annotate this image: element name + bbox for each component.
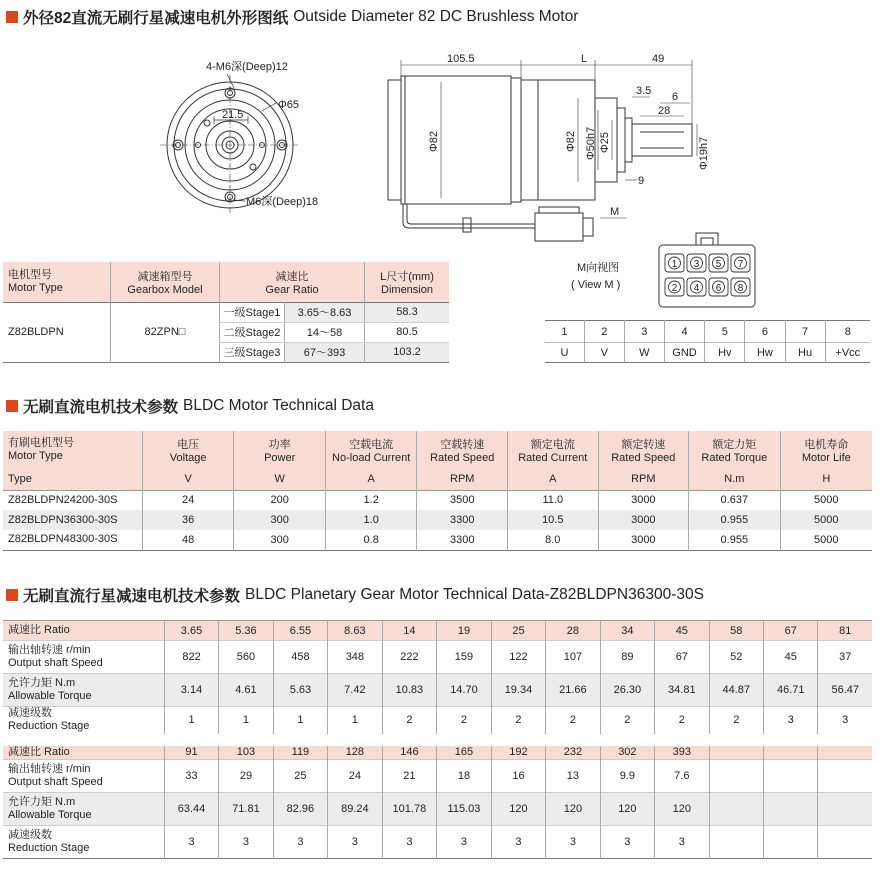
table-cell: 348: [328, 641, 382, 674]
unit-cell: A: [507, 469, 598, 490]
table-cell: 232: [546, 740, 600, 760]
table-cell: 3: [764, 707, 818, 740]
table-cell: 3: [600, 826, 654, 859]
dimension-cell: 80.5: [365, 322, 450, 342]
table-cell: 33: [164, 760, 218, 793]
row-label: [3, 826, 164, 859]
view-label-cn: M向视图: [577, 262, 620, 274]
row-label-text: Reduction Stage: [8, 720, 90, 733]
table-cell: 0.955: [689, 530, 781, 550]
table-cell: 67: [655, 641, 709, 674]
pin-label: 8: [737, 283, 744, 294]
row-label-text: Output shaft Speed: [8, 776, 103, 788]
table-cell: 2: [382, 707, 437, 740]
table-cell: 3: [546, 826, 600, 859]
table-cell: 3300: [417, 530, 507, 550]
row-label: [3, 641, 164, 674]
header-en: Rated Current: [518, 452, 588, 464]
row-label-text: 减速比 Ratio: [8, 745, 70, 758]
table-cell: 120: [600, 793, 654, 826]
table-row: [3, 826, 872, 859]
header-en: Motor Life: [801, 452, 851, 464]
motor-type-cell: Z82BLDPN48300-30S: [8, 533, 118, 546]
header-cn: 电压: [177, 439, 200, 451]
table-cell: [709, 760, 763, 793]
table-cell: 37: [818, 641, 872, 674]
table-cell: 120: [491, 793, 545, 826]
header-en: Rated Torque: [701, 452, 768, 464]
table-cell: 21.66: [546, 674, 600, 707]
ratio-cell: 14～58: [285, 322, 365, 342]
pin-label: 4: [693, 283, 700, 294]
table-cell: 34.81: [655, 674, 709, 707]
table-cell: 101.78: [382, 793, 437, 826]
table-row: [3, 641, 872, 674]
motor-type: Z82BLDPN: [8, 325, 64, 338]
table-cell: 45: [764, 641, 818, 674]
table-cell: 165: [437, 740, 492, 760]
row-label-text: 输出轴转速 r/min: [8, 644, 91, 656]
table-cell: 3: [164, 826, 218, 859]
table-row: [3, 674, 872, 707]
table-cell: 26.30: [600, 674, 654, 707]
table-cell: 560: [219, 641, 273, 674]
header-cn: 功率: [268, 439, 291, 451]
header-en: Motor Type: [8, 450, 63, 462]
row-label-text: Output shaft Speed: [8, 657, 103, 669]
pin-label: 2: [671, 283, 678, 294]
dim-label: 3.5: [636, 85, 652, 97]
table-cell: 0.8: [325, 530, 417, 550]
row-label-text: Allowable Torque: [8, 809, 92, 821]
table-cell: 122: [491, 641, 545, 674]
row-label: [3, 707, 164, 740]
table-row: [3, 490, 872, 510]
unit-cell: H: [780, 469, 872, 490]
table-cell: 2: [437, 707, 492, 740]
dim-label: Φ65: [278, 99, 300, 111]
table-cell: 36: [142, 510, 234, 530]
pin-number: 1: [561, 325, 568, 338]
row-label-text: 减速级数: [8, 707, 52, 720]
table-cell: 3: [382, 826, 437, 859]
pin-signal: U: [560, 346, 569, 359]
table-cell: 89.24: [328, 793, 382, 826]
table-cell: 3000: [598, 490, 688, 510]
gear-motor-data-table: [3, 620, 872, 859]
section-title-gearmotor: [6, 584, 704, 606]
dim-label: 49: [652, 53, 665, 65]
header-en: Dimension: [381, 283, 433, 296]
table-cell: 2: [546, 707, 600, 740]
dim-label: Φ19h7: [698, 136, 710, 170]
table-cell: 24: [328, 760, 382, 793]
table-cell: 52: [709, 641, 763, 674]
row-label: [3, 760, 164, 793]
gear-dimension-table: [3, 262, 449, 363]
dim-label: 28: [658, 105, 671, 117]
table-cell: [818, 760, 872, 793]
table-cell: 0.955: [689, 510, 781, 530]
pin-label: 7: [737, 259, 744, 270]
section-title-cn: 外径82直流无刷行星减速电机外形图纸: [23, 10, 289, 27]
view-label-en: ( View M ): [571, 279, 621, 291]
table-cell: 10.5: [507, 510, 598, 530]
table-cell: 7.42: [328, 674, 382, 707]
table-cell: 3.65: [164, 621, 218, 641]
table-cell: 2: [709, 707, 763, 740]
table-cell: 222: [382, 641, 437, 674]
pin-assignment-table: [545, 320, 870, 363]
unit-cell: Type: [8, 472, 32, 485]
table-cell: 8.63: [328, 621, 382, 641]
table-cell: 2: [600, 707, 654, 740]
table-cell: 1: [219, 707, 273, 740]
table-cell: 120: [655, 793, 709, 826]
table-cell: 2: [491, 707, 545, 740]
table-cell: 4.61: [219, 674, 273, 707]
row-label: [3, 674, 164, 707]
table-cell: 91: [164, 740, 218, 760]
pin-number: 4: [664, 321, 704, 343]
pin-signal: Hw: [745, 343, 785, 363]
pin-signal: V: [584, 343, 624, 363]
table-row: [3, 740, 872, 760]
table-cell: 45: [655, 621, 709, 641]
row-label-text: 允许力矩 N.m: [8, 796, 76, 808]
dim-label: Φ25: [599, 131, 611, 153]
table-cell: 1.0: [325, 510, 417, 530]
header-cn: 额定电流: [530, 439, 575, 451]
table-cell: 3: [818, 707, 872, 740]
table-cell: 56.47: [818, 674, 872, 707]
table-cell: 29: [219, 760, 273, 793]
pin-number: 8: [825, 321, 870, 343]
header-cn: 额定转速: [621, 439, 666, 451]
table-cell: 11.0: [507, 490, 598, 510]
dimension-cell: 58.3: [365, 302, 450, 322]
table-cell: 24: [142, 490, 234, 510]
table-cell: 200: [234, 490, 325, 510]
pin-number: 2: [584, 321, 624, 343]
table-cell: 3000: [598, 510, 688, 530]
table-cell: 822: [164, 641, 218, 674]
row-label: [3, 740, 164, 760]
header-cn: 空载转速: [440, 439, 485, 451]
dim-label: Φ82: [428, 130, 440, 152]
header-cn: 减速箱型号: [137, 270, 193, 283]
section-title-outline: [6, 6, 578, 28]
header-cn: 空载电流: [349, 439, 394, 451]
dim-label: M: [610, 206, 620, 218]
row-label-text: 减速比 Ratio: [8, 624, 70, 636]
section-title-en: BLDC Motor Technical Data: [183, 397, 374, 414]
table-cell: [818, 793, 872, 826]
motor-type-cell: Z82BLDPN24200-30S: [8, 493, 118, 506]
ratio-cell: 67～393: [285, 342, 365, 362]
header-cn: 减速比: [275, 270, 309, 283]
table-cell: 25: [491, 621, 545, 641]
header-en: Gear Ratio: [265, 283, 319, 296]
row-label-text: 允许力矩 N.m: [8, 677, 76, 689]
table-cell: 0.637: [689, 490, 781, 510]
table-cell: 103: [219, 740, 273, 760]
unit-cell: V: [142, 469, 234, 490]
dim-label: Φ50h7: [585, 126, 597, 160]
table-cell: 18: [437, 760, 492, 793]
table-cell: 192: [491, 740, 545, 760]
table-cell: [764, 793, 818, 826]
table-cell: 3: [437, 826, 492, 859]
header-en: No-load Current: [332, 452, 411, 464]
table-cell: 300: [234, 510, 325, 530]
table-cell: 3300: [417, 510, 507, 530]
table-cell: 46.71: [764, 674, 818, 707]
pin-label: 6: [715, 283, 722, 294]
table-cell: [764, 760, 818, 793]
stage-cell: 一级Stage1: [220, 302, 285, 322]
table-cell: 5.36: [219, 621, 273, 641]
header-cn: 有刷电机型号: [8, 437, 74, 449]
table-cell: 13: [546, 760, 600, 793]
bldc-data-table: [3, 431, 872, 551]
row-label-text: 减速级数: [8, 829, 52, 841]
table-cell: 1: [164, 707, 218, 740]
table-cell: 3: [491, 826, 545, 859]
table-cell: 5000: [780, 510, 872, 530]
table-cell: 146: [382, 740, 437, 760]
section-marker: [6, 589, 18, 601]
unit-cell: W: [234, 469, 325, 490]
table-cell: 16: [491, 760, 545, 793]
dimension-cell: 103.2: [365, 342, 450, 362]
header-en: Gearbox Model: [127, 283, 203, 296]
table-cell: 58: [709, 621, 763, 641]
table-cell: 3500: [417, 490, 507, 510]
table-cell: 3: [273, 826, 327, 859]
table-cell: 9.9: [600, 760, 654, 793]
row-label: [3, 793, 164, 826]
table-cell: 3000: [598, 530, 688, 550]
row-label-text: 输出轴转速 r/min: [8, 763, 91, 775]
table-cell: 5.63: [273, 674, 327, 707]
ratio-cell: 3.65～8.63: [285, 302, 365, 322]
dim-label: 21.5: [222, 109, 244, 121]
table-cell: 81: [818, 621, 872, 641]
unit-cell: N.m: [689, 469, 781, 490]
unit-cell: A: [325, 469, 417, 490]
pin-label: 1: [671, 259, 678, 270]
table-cell: 1.2: [325, 490, 417, 510]
table-cell: 8.0: [507, 530, 598, 550]
table-cell: 25: [273, 760, 327, 793]
dim-label: 9: [638, 175, 645, 187]
table-row: [3, 707, 872, 740]
header-cn: 额定力矩: [712, 439, 757, 451]
table-cell: 5000: [780, 530, 872, 550]
table-cell: [709, 826, 763, 859]
header-en: Rated Speed: [611, 452, 676, 464]
table-cell: 5000: [780, 490, 872, 510]
table-cell: 21: [382, 760, 437, 793]
dim-label: L: [581, 53, 588, 65]
unit-cell: RPM: [598, 469, 688, 490]
pin-signal: W: [624, 343, 664, 363]
table-cell: 3: [219, 826, 273, 859]
table-cell: 128: [328, 740, 382, 760]
pin-label: 3: [693, 259, 700, 270]
table-cell: 48: [142, 530, 234, 550]
table-cell: 3: [655, 826, 709, 859]
motor-type-cell: Z82BLDPN36300-30S: [8, 513, 118, 526]
table-cell: 71.81: [219, 793, 273, 826]
table-cell: 3: [328, 826, 382, 859]
table-cell: [764, 740, 818, 760]
gearbox-model: 82ZPN□: [111, 302, 220, 362]
stage-cell: 三级Stage3: [220, 342, 285, 362]
header-cn: 电机寿命: [804, 439, 849, 451]
table-cell: [818, 740, 872, 760]
table-cell: 159: [437, 641, 492, 674]
header-cn: 电机型号: [8, 268, 52, 281]
table-cell: 3.14: [164, 674, 218, 707]
table-row: [3, 793, 872, 826]
pin-number: 3: [624, 321, 664, 343]
table-cell: 393: [655, 740, 709, 760]
dim-label: 105.5: [447, 53, 475, 65]
table-cell: 19.34: [491, 674, 545, 707]
table-cell: 67: [764, 621, 818, 641]
table-cell: 458: [273, 641, 327, 674]
table-cell: [709, 793, 763, 826]
table-cell: 14.70: [437, 674, 492, 707]
section-marker: [6, 400, 18, 412]
section-title-en: BLDC Planetary Gear Motor Technical Data-Z82BLDPN36300-30S: [245, 586, 704, 603]
table-cell: 14: [382, 621, 437, 641]
table-cell: 6.55: [273, 621, 327, 641]
dim-label: 4-M6深(Deep)12: [206, 61, 288, 73]
row-label-text: Allowable Torque: [8, 690, 92, 702]
table-row: [3, 510, 872, 530]
table-cell: 119: [273, 740, 327, 760]
table-cell: 1: [273, 707, 327, 740]
header-en: Voltage: [169, 452, 207, 464]
row-label-text: Reduction Stage: [8, 842, 90, 854]
table-cell: 28: [546, 621, 600, 641]
table-cell: 107: [546, 641, 600, 674]
header-en: Motor Type: [8, 281, 63, 294]
unit-cell: RPM: [417, 469, 507, 490]
table-cell: [764, 826, 818, 859]
section-title-bldc: [6, 395, 374, 417]
table-cell: [709, 740, 763, 760]
table-cell: 44.87: [709, 674, 763, 707]
section-title-cn: 无刷直流行星减速电机技术参数: [23, 588, 241, 605]
pin-number: 6: [745, 321, 785, 343]
table-row: [3, 760, 872, 793]
table-row: [3, 621, 872, 641]
table-cell: 63.44: [164, 793, 218, 826]
row-label: [3, 621, 164, 641]
section-title-cn: 无刷直流电机技术参数: [23, 399, 179, 416]
header-cn: L尺寸(mm): [380, 270, 434, 283]
table-cell: 2: [655, 707, 709, 740]
dim-label: M6深(Deep)18: [246, 196, 319, 208]
section-marker: [6, 11, 18, 23]
stage-cell: 二级Stage2: [220, 322, 285, 342]
dim-label: Φ82: [565, 130, 577, 152]
pin-signal: Hu: [785, 343, 825, 363]
table-cell: 300: [234, 530, 325, 550]
pin-signal: GND: [664, 343, 704, 363]
table-cell: 120: [546, 793, 600, 826]
header-en: Power: [264, 452, 296, 464]
table-row: [3, 530, 872, 550]
table-cell: 302: [600, 740, 654, 760]
header-en: Rated Speed: [430, 452, 495, 464]
table-cell: 89: [600, 641, 654, 674]
table-cell: [818, 826, 872, 859]
table-cell: 7.6: [655, 760, 709, 793]
pin-signal: +Vcc: [825, 343, 870, 363]
pin-signal: Hv: [705, 343, 745, 363]
table-cell: 10.83: [382, 674, 437, 707]
section-title-en: Outside Diameter 82 DC Brushless Motor: [293, 8, 579, 25]
dim-label: 6: [672, 91, 679, 103]
table-cell: 34: [600, 621, 654, 641]
table-cell: 1: [328, 707, 382, 740]
pin-label: 5: [715, 259, 722, 270]
table-cell: 115.03: [437, 793, 492, 826]
pin-number: 7: [785, 321, 825, 343]
pin-number: 5: [705, 321, 745, 343]
table-cell: 82.96: [273, 793, 327, 826]
table-cell: 19: [437, 621, 492, 641]
